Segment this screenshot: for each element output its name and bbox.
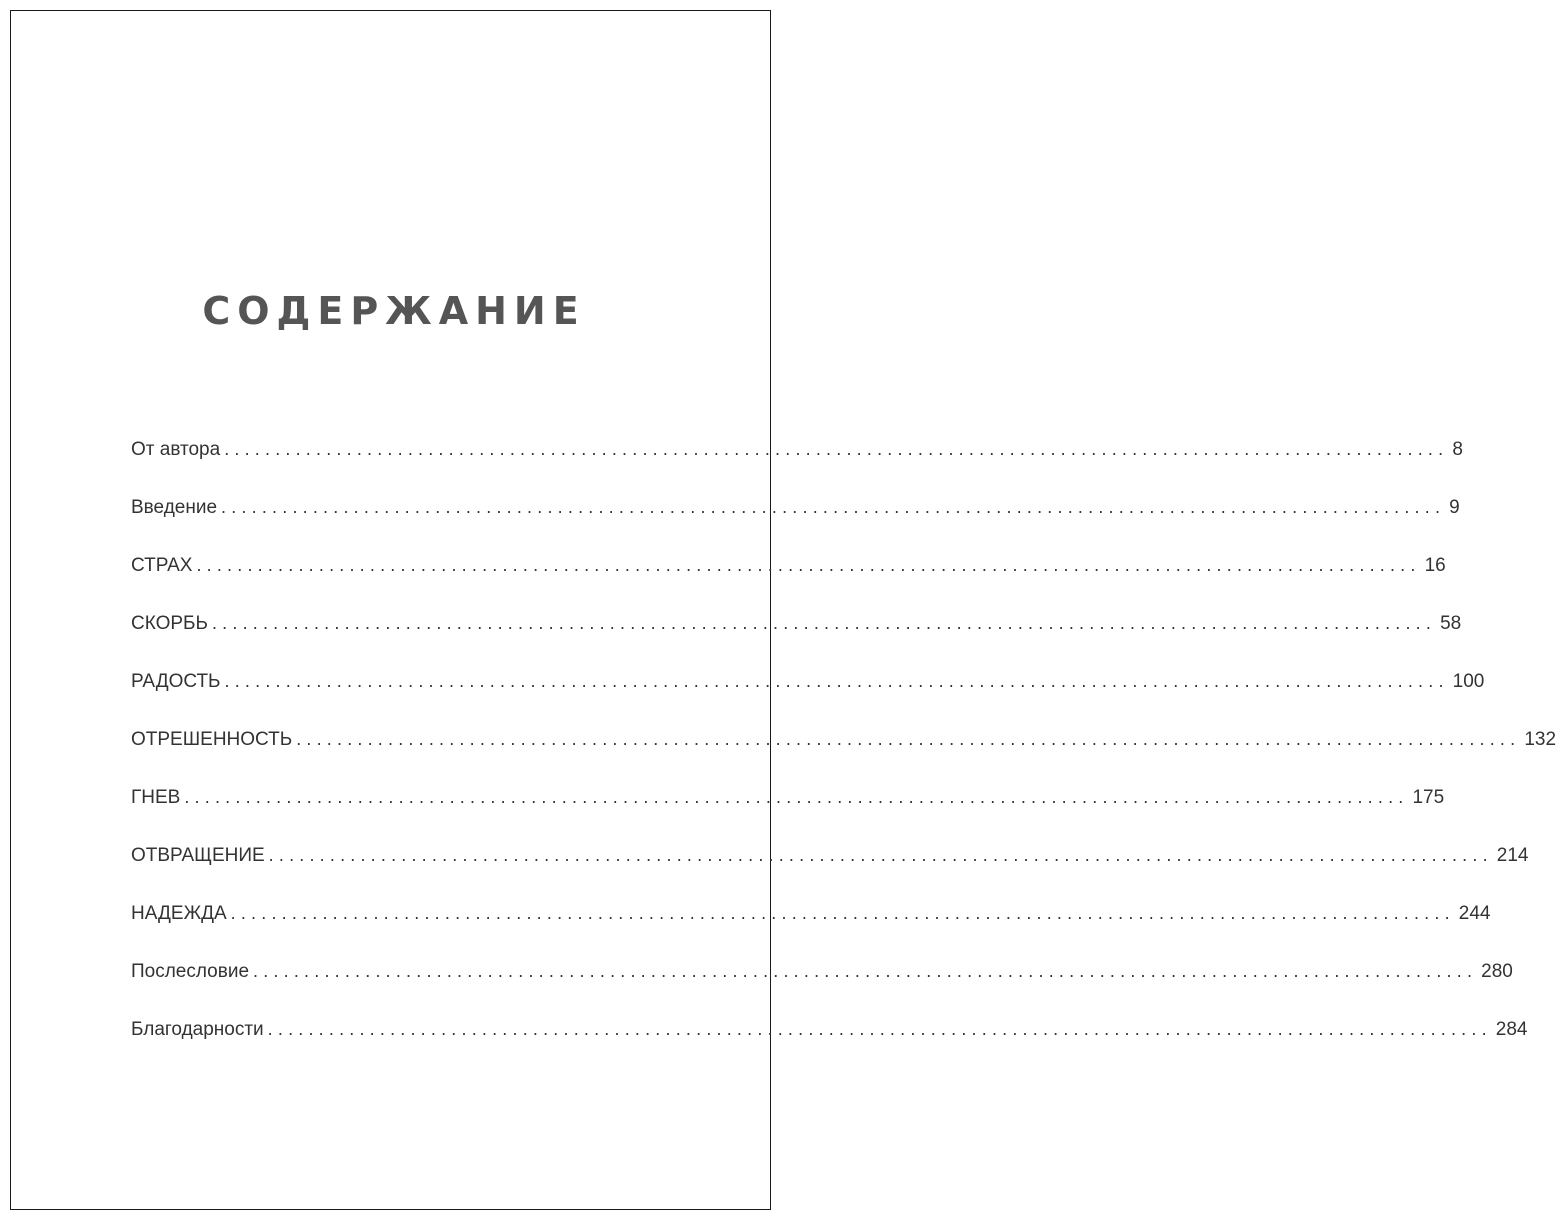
dot-leader: ........................................................................................................................ [253,961,1478,981]
dot-leader: ........................................................................................................................ [224,439,1449,459]
toc-entry-label: ГНЕВ [131,787,181,808]
dot-leader: ........................................................................................................................ [196,555,1421,575]
toc-entry-label: РАДОСТЬ [131,671,221,692]
toc-entry [131,497,1460,555]
toc-entry-label: ОТВРАЩЕНИЕ [131,845,265,866]
toc-entry [131,439,1463,497]
dot-leader: ........................................................................................................................ [267,1019,1492,1039]
dot-leader: ........................................................................................................................ [268,845,1493,865]
toc-entry-page: 175 [1412,787,1445,808]
dot-leader: ........................................................................................................................ [184,787,1409,807]
toc-entry-page: 284 [1495,1019,1528,1040]
toc-entry-label: Введение [131,497,218,518]
toc-entry-label: СТРАХ [131,555,193,576]
dot-leader: ........................................................................................................................ [224,671,1449,691]
toc-entry-page: 280 [1481,961,1513,982]
toc-entry [131,961,1513,1019]
toc-entry [131,1019,1528,1077]
toc-entry-label: Послесловие [131,961,250,982]
toc-entry-label: От автора [131,439,221,460]
toc-entry-page: 244 [1458,903,1491,924]
toc-entry [131,555,1446,613]
toc-entry-page: 58 [1440,613,1462,634]
toc-entry [131,787,1445,845]
toc-entry-label: СКОРБЬ [131,613,208,634]
dot-leader: ........................................................................................................................ [230,903,1455,923]
book-page [10,10,1556,1210]
toc-entry-page: 132 [1524,729,1556,750]
toc-entry [131,671,1485,729]
toc-entry [131,613,1462,671]
toc-entry [131,729,1556,787]
page-title: СОДЕРЖАНИЕ [202,289,586,333]
dot-leader: ........................................................................................................................ [296,729,1521,749]
dot-leader: ........................................................................................................................ [211,613,1437,633]
toc-entry-page: 100 [1452,671,1485,692]
toc-entry-label: НАДЕЖДА [131,903,227,924]
toc-entry [131,845,1529,903]
toc-entry-page: 9 [1449,497,1460,518]
toc-entry [131,903,1491,961]
toc-entry-page: 214 [1496,845,1529,866]
toc-entry-page: 16 [1424,555,1446,576]
toc-entry-page: 8 [1452,439,1463,460]
table-of-contents [131,439,1556,1077]
toc-entry-label: Благодарности [131,1019,264,1040]
toc-entry-label: ОТРЕШЕННОСТЬ [131,729,293,750]
dot-leader: ........................................................................................................................ [221,497,1446,517]
